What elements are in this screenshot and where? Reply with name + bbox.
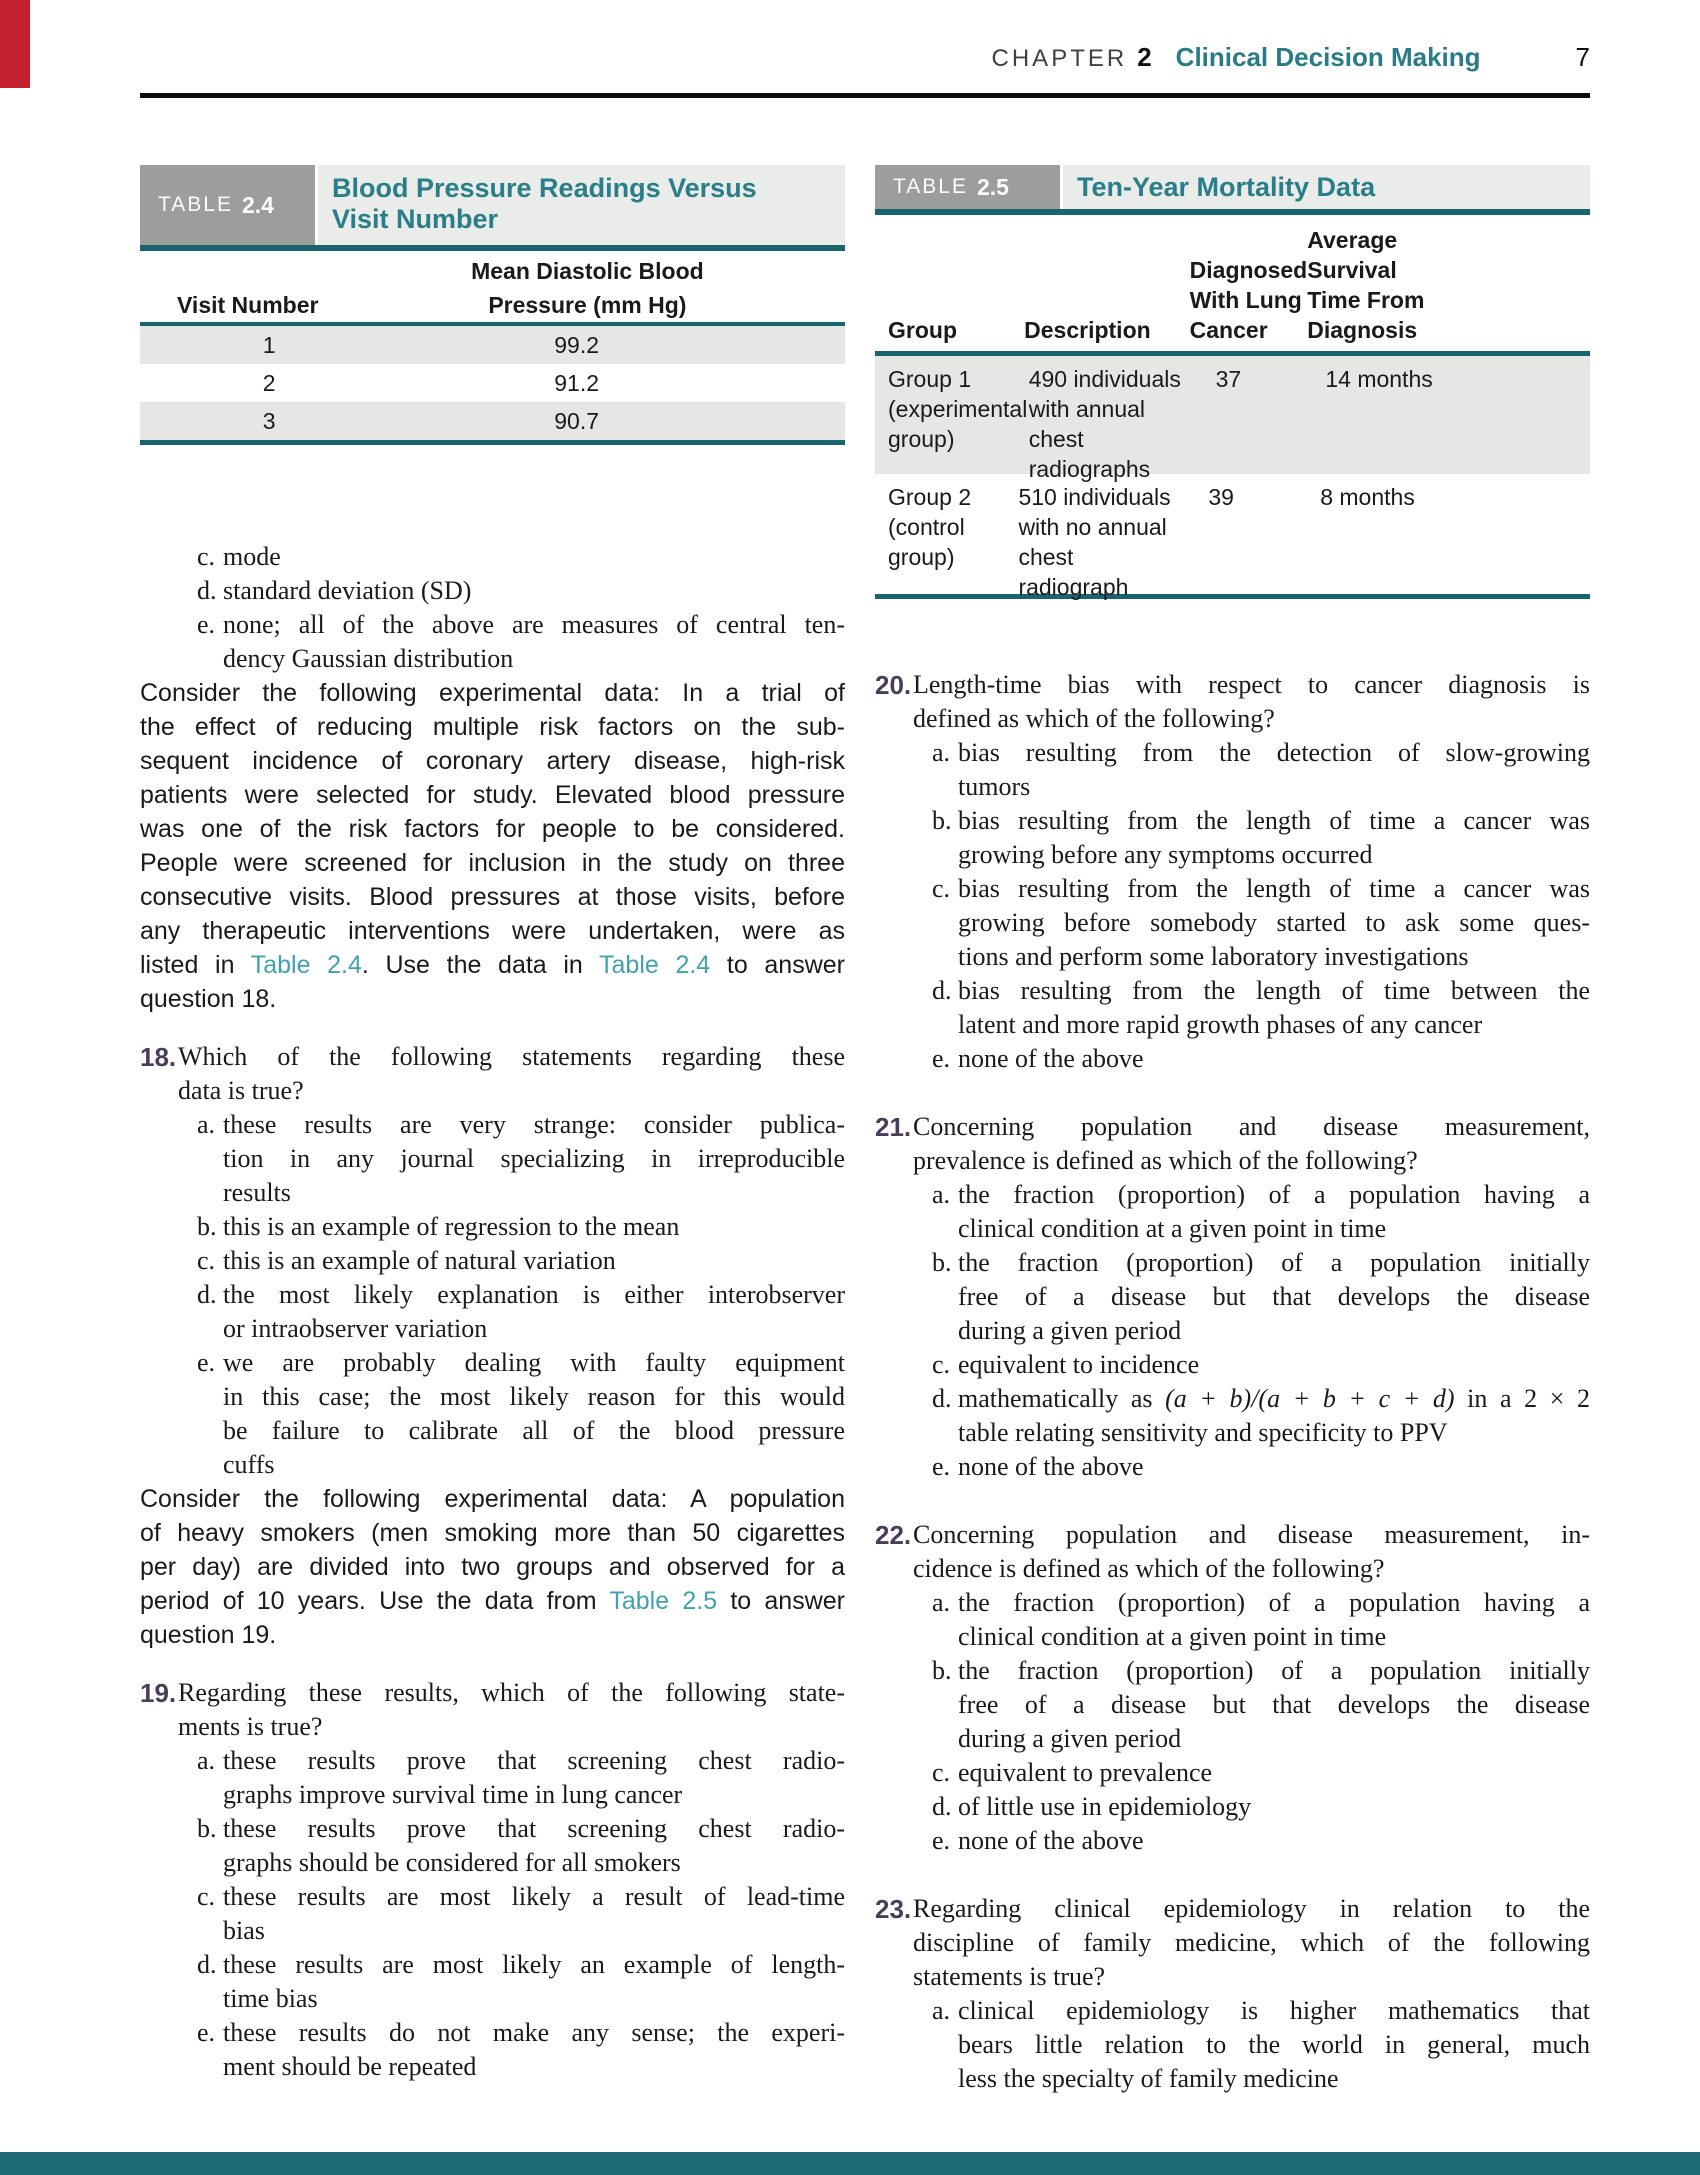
option-b: b. the fraction (proportion) of a population initially free of a disease but that develops the disease during a given period — [932, 1248, 1590, 1345]
badge-number: 2.5 — [976, 173, 1009, 200]
table-2-5-ref: Table 2.5 — [609, 1587, 718, 1615]
question-20: 20. Length-time bias with respect to cancer diagnosis is defined as which of the following? a. bias resulting from the detection of slow-growing tumors b. bias resulting from the length of time a cancer was growing before any symptoms occurred c. bias resulting from the length of time a cancer was growing before somebody started to ask some ques- tions and perform some laboratory investigations d. bias resulting from the length of time between the latent and more rapid growth phases of any cancer e. none of the above — [875, 668, 1590, 1076]
column-header-survival: Average Survival Time From Diagnosis — [1307, 227, 1425, 343]
description-cell: 510 individuals with no annual chest radiograph — [1018, 484, 1171, 600]
diagnosed-cell: 39 — [1208, 484, 1234, 510]
question-number: 21. — [875, 1112, 912, 1142]
column-header-visit: Visit Number — [177, 292, 319, 318]
option-c: c. this is an example of natural variation — [197, 1246, 616, 1275]
question-18: 18. Which of the following statements regarding these data is true? a. these results are very strange: consider publica- tion in any journal specializing in irreproducible results b. this is an example of regression to the mean c. this is an example of natural variation d. the most likely explanation is either interobserver or intraobserver variation e. we are probably dealing with faulty equipment in this case; the most likely reason for this would be failure to calibrate all of the blood pressure cuffs — [140, 1040, 845, 1482]
visit-cell: 1 — [262, 332, 276, 358]
question-22: 22. Concerning population and disease measurement, in- cidence is defined as which of the following? a. the fraction (proportion) of a population having a clinical condition at a given point in time b. the fraction (proportion) of a population initially free of a disease but that develops the disease during a given period c. equivalent to prevalence d. of little use in epidemiology e. none of the above — [875, 1518, 1590, 1858]
question-19: 19. Regarding these results, which of the following state- ments is true? a. these results prove that screening chest radio- graphs improve survival time in lung cancer b. these results prove that screening chest radio- graphs should be considered for all smokers c. these results are most likely a result of lead-time bias d. these results are most likely an example of length- time bias e. these results do not make any sense; the experi- ment should be repeated — [140, 1676, 845, 2084]
column-header-bp-2: Pressure (mm Hg) — [488, 292, 687, 318]
group-cell: Group 2 (control group) — [888, 484, 972, 570]
math-line: mathematically as (a + b)/(a + b + c + d) in a 2 × 2 — [958, 1384, 1590, 1413]
option-letter: d. — [197, 576, 217, 605]
carryover-options — [140, 540, 845, 676]
option-a: a. the fraction (proportion) of a population having a clinical condition at a given point in time — [932, 1180, 1590, 1243]
table-2-5 — [875, 165, 1590, 599]
option-e: e. none; all of the above are measures of central ten- dency Gaussian distribution — [140, 608, 845, 676]
option-letter: e. — [197, 610, 216, 639]
right-column — [875, 668, 1590, 2096]
table-ref-line: period of 10 years. Use the data from Table 2.5 to answer — [140, 1587, 845, 1615]
bp-cell: 91.2 — [554, 370, 600, 396]
chapter-label: CHAPTER — [991, 45, 1128, 72]
option-b: b. the fraction (proportion) of a population initially free of a disease but that develops the disease during a given period — [932, 1656, 1590, 1753]
table-2-4-badge — [140, 165, 315, 245]
table-row — [140, 402, 845, 440]
bp-cell: 99.2 — [554, 332, 600, 358]
table-2-5-title: Ten-Year Mortality Data — [1063, 165, 1590, 209]
option-d: d. standard deviation (SD) — [140, 574, 845, 608]
visit-cell: 2 — [262, 370, 276, 396]
chapter-title: Clinical Decision Making — [1175, 42, 1481, 72]
option-a: a. the fraction (proportion) of a population having a clinical condition at a given point in time — [932, 1588, 1590, 1651]
chapter-number: 2 — [1137, 42, 1152, 72]
option-a: a. these results are very strange: consider publica- tion in any journal specializing in irreproducible results — [197, 1110, 845, 1207]
option-letter: c. — [197, 542, 216, 571]
option-d: d. mathematically as (a + b)/(a + b + c + d) in a 2 × 2 table relating sensitivity and specificity to PPV — [932, 1384, 1590, 1447]
badge-word: TABLE — [893, 175, 968, 198]
table-2-4-ref: Table 2.4 — [599, 951, 711, 979]
group-cell: Group 1 (experimental group) — [888, 366, 1028, 452]
option-e: e. these results do not make any sense; the experi- ment should be repeated — [197, 2018, 845, 2081]
table-2-5-header — [875, 165, 1590, 209]
option-d: d. these results are most likely an example of length- time bias — [197, 1950, 845, 2013]
table-2-4 — [140, 165, 845, 445]
option-a: a. clinical epidemiology is higher mathematics that bears little relation to the world in general, much less the specialty of family medicine — [932, 1996, 1590, 2093]
table-2-5-badge — [875, 165, 1060, 209]
column-header-diagnosed: Diagnosed With Lung Cancer — [1189, 257, 1308, 343]
column-header-row — [140, 288, 845, 322]
question-number: 19. — [140, 1678, 177, 1708]
table-row — [140, 326, 845, 364]
table-rule — [875, 594, 1590, 599]
table-rule — [140, 440, 845, 445]
column-header-row — [140, 251, 845, 288]
option-e: e. none of the above — [932, 1826, 1144, 1855]
table-row-group1 — [875, 356, 1590, 482]
question-21: 21. Concerning population and disease measurement, prevalence is defined as which of the following? a. the fraction (proportion) of a population having a clinical condition at a given point in time b. the fraction (proportion) of a population initially free of a disease but that develops the disease during a given period c. equivalent to incidence d. mathematically as (a + b)/(a + b + c + d) in a 2 × 2 table relating sensitivity and specificity to PPV e. none of the above — [875, 1110, 1590, 1484]
case-paragraph-1: Consider the following experimental data: In a trial of the effect of reducing multiple risk factors on the sub- sequent incidence of coronary artery disease, high-risk patients were selected for study. Elevated blood pressure was one of the risk factors for people to be considered. People were screened for inclusion in the study on three consecutive visits. Blood pressures at those visits, before any therapeutic interventions were undertaken, were as listed in Table 2.4. Use the data in Table 2.4 to answer question 18. — [140, 679, 845, 1013]
table-2-4-header — [140, 165, 845, 245]
page-number: 7 — [1575, 42, 1590, 72]
option-c: c. bias resulting from the length of time a cancer was growing before somebody started to ask some ques- tions and perform some laboratory investigations — [932, 874, 1590, 971]
running-header — [140, 42, 1590, 80]
option-e: e. none of the above — [932, 1044, 1144, 1073]
description-cell: 490 individuals with annual chest radiographs — [1028, 366, 1181, 482]
table-row — [140, 364, 845, 402]
math-expression: (a + b)/(a + b + c + d) — [1165, 1384, 1455, 1413]
option-c: c. equivalent to incidence — [932, 1350, 1200, 1379]
option-b: b. these results prove that screening chest radio- graphs should be considered for all smokers — [197, 1814, 845, 1877]
option-e: e. we are probably dealing with faulty equipment in this case; the most likely reason for this would be failure to calibrate all of the blood pressure cuffs — [197, 1348, 845, 1479]
question-number: 18. — [140, 1042, 177, 1072]
option-d: d. bias resulting from the length of time between the latent and more rapid growth phases of any cancer — [932, 976, 1590, 1039]
option-d: d. the most likely explanation is either interobserver or intraobserver variation — [197, 1280, 845, 1343]
option-c: c. these results are most likely a result of lead-time bias — [197, 1882, 845, 1945]
table-title-line: Blood Pressure Readings Versus — [332, 173, 757, 203]
option-d: d. of little use in epidemiology — [932, 1792, 1252, 1821]
column-header-row — [875, 215, 1590, 351]
table-2-4-ref: Table 2.4 — [250, 951, 362, 979]
question-23: 23. Regarding clinical epidemiology in relation to the discipline of family medicine, which of the following statements is true? a. clinical epidemiology is higher mathematics that bears little relation to the world in general, much less the specialty of family medicine — [875, 1892, 1590, 2096]
question-number: 22. — [875, 1520, 912, 1550]
column-header-group: Group — [888, 317, 957, 343]
badge-word: TABLE — [158, 193, 233, 216]
table-ref-line: listed in Table 2.4. Use the data in Table 2.4 to answer — [140, 951, 845, 979]
question-number: 23. — [875, 1894, 912, 1924]
option-a: a. bias resulting from the detection of slow-growing tumors — [932, 738, 1590, 801]
column-header-bp-1: Mean Diastolic Blood — [471, 258, 704, 284]
option-e: e. none of the above — [932, 1452, 1144, 1481]
option-a: a. these results prove that screening chest radio- graphs improve survival time in lung cancer — [197, 1746, 845, 1809]
chapter-edge-tab — [0, 0, 30, 88]
option-b: b. this is an example of regression to the mean — [197, 1212, 680, 1241]
survival-cell: 14 months — [1325, 366, 1433, 392]
left-column — [140, 540, 845, 2084]
survival-cell: 8 months — [1320, 484, 1415, 510]
table-row-group2 — [875, 474, 1590, 600]
table-2-4-title — [318, 165, 845, 245]
column-header-description: Description — [1024, 317, 1151, 343]
header-rule — [140, 93, 1590, 98]
footer-band — [0, 2152, 1700, 2175]
table-title-line: Visit Number — [332, 204, 499, 234]
option-c: c. mode — [140, 540, 845, 574]
diagnosed-cell: 37 — [1215, 366, 1242, 392]
option-c: c. equivalent to prevalence — [932, 1758, 1213, 1787]
bp-cell: 90.7 — [554, 408, 600, 434]
question-number: 20. — [875, 670, 912, 700]
visit-cell: 3 — [262, 408, 276, 434]
option-b: b. bias resulting from the length of time a cancer was growing before any symptoms occurred — [932, 806, 1590, 869]
badge-number: 2.4 — [241, 191, 274, 218]
case-paragraph-2: Consider the following experimental data: A population of heavy smokers (men smoking more than 50 cigarettes per day) are divided into two groups and observed for a period of 10 years. Use the data from Table 2.5 to answer question 19. — [140, 1485, 845, 1649]
